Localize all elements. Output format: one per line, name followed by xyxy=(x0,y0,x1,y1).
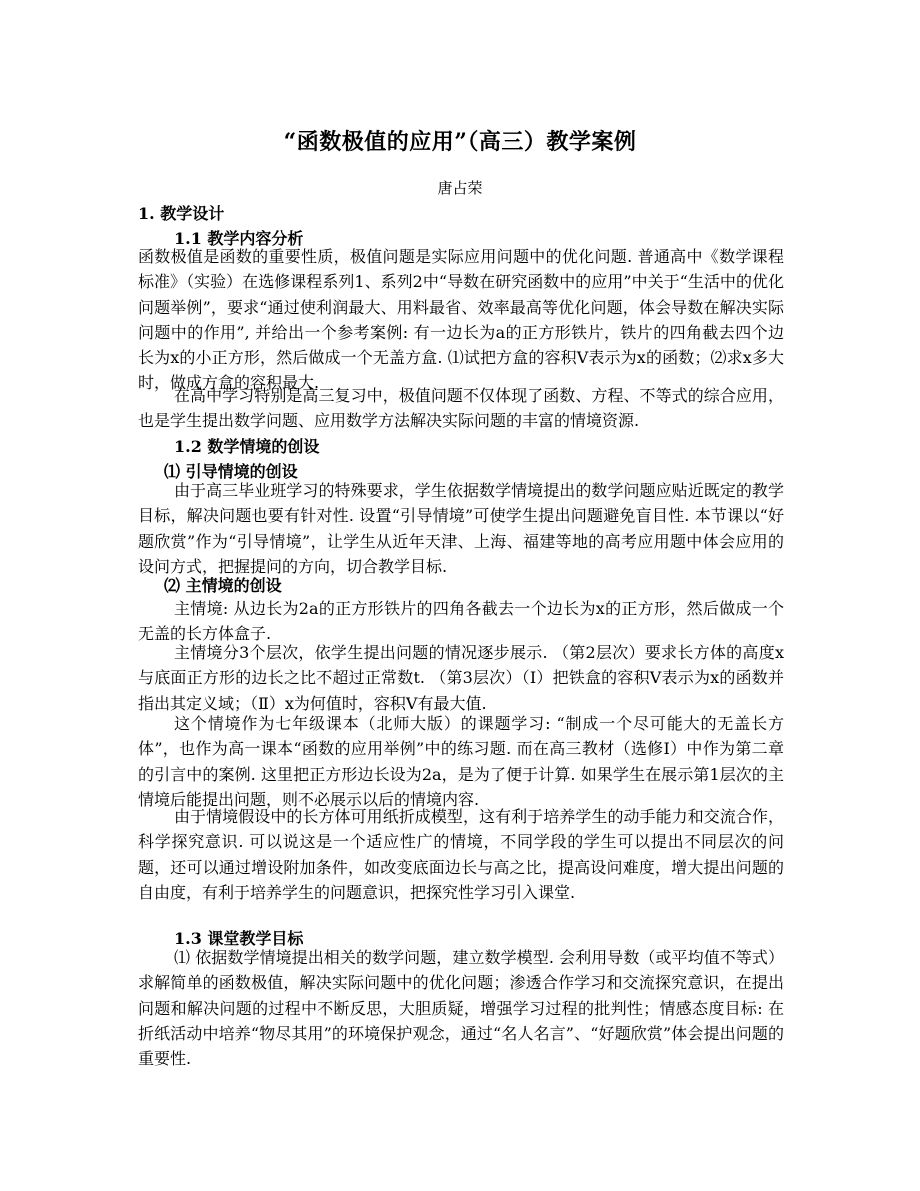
item-heading-main-situation: ⑵ 主情境的创设 xyxy=(164,576,282,595)
subsection-heading-1-3: 1.3 课堂教学目标 xyxy=(174,929,304,948)
paragraph-teaching-goals: ⑴ 依据数学情境提出相关的数学问题，建立数学模型. 会利用导数（或平均值不等式）求解简单的函数极值，解决实际问题中的优化问题；渗透合作学习和交流探究意识，在提出问题和解决问题的过程中不断反思，大胆质疑，增强学习过程的批判性；情感态度目标: 在折纸活动中培养“物尽其用”的环境保护观念，通过“名人名言”、“好题欣赏”体会提出问题的重要性. xyxy=(138,948,784,1069)
paragraph-content-analysis: 函数极值是函数的重要性质，极值问题是实际应用问题中的优化问题. 普通高中《数学课程标准》（实验）在选修课程系列1、系列2中“导数在研究函数中的应用”中关于“生活中的优化问题举例”，要求“通过使利润最大、用料最省、效率最高等优化问题，体会导数在解决实际问题中的作用”, 并给出一个参考案例: 有一边长为a的正方形铁片，铁片的四角截去四个边长为x的小正方形，然后做成一个无盖方盒. ⑴试把方盒的容积V表示为x的函数；⑵求x多大时，做成方盒的容积最大. xyxy=(138,247,784,393)
paragraph-main-situation: 主情境: 从边长为2a的正方形铁片的四角各截去一个边长为x的正方形，然后做成一个无盖的长方体盒子. xyxy=(138,599,784,644)
subsection-heading-1-2: 1.2 数学情境的创设 xyxy=(174,437,320,456)
paragraph-guide-situation: 由于高三毕业班学习的特殊要求，学生依据数学情境提出的数学问题应贴近既定的教学目标，解决问题也要有针对性. 设置“引导情境”可使学生提出问题避免盲目性. 本节课以“好题欣赏”作为“引导情境”，让学生从近年天津、上海、福建等地的高考应用题中体会应用的设问方式，把握提问的方向，切合教学目标. xyxy=(138,481,784,576)
paragraph-situation-levels: 主情境分3个层次，依学生提出问题的情况逐步展示. （第2层次）要求长方体的高度x与底面正方形的边长之比不超过正常数t. （第3层次）（Ⅰ）把铁盒的容积V表示为x的函数并指出其定义域；（Ⅱ）x为何值时，容积V有最大值. xyxy=(138,643,784,713)
item-heading-guide-situation: ⑴ 引导情境的创设 xyxy=(164,462,298,481)
paragraph-model-adaptability: 由于情境假设中的长方体可用纸折成模型，这有利于培养学生的动手能力和交流合作，科学探究意识. 可以说这是一个适应性广的情境，不同学段的学生可以提出不同层次的问题，还可以通过增设附加条件，如改变底面边长与高之比，提高设问难度，增大提出问题的自由度，有利于培养学生的问题意识，把探究性学习引入课堂. xyxy=(138,807,784,902)
document-title: “函数极值的应用”（高三）教学案例 xyxy=(283,129,637,155)
author-name: 唐占荣 xyxy=(437,179,483,197)
section-heading-1: 1. 教学设计 xyxy=(138,204,225,223)
subsection-heading-1-1: 1.1 教学内容分析 xyxy=(174,229,304,248)
paragraph-review-context: 在高中学习特别是高三复习中，极值问题不仅体现了函数、方程、不等式的综合应用，也是学生提出数学问题、应用数学方法解决实际问题的丰富的情境资源. xyxy=(138,386,784,431)
paragraph-textbook-context: 这个情境作为七年级课本（北师大版）的课题学习: “制成一个尽可能大的无盖长方体”，也作为高一课本“函数的应用举例”中的练习题. 而在高三教材（选修Ⅰ）中作为第二章的引言中的案例. 这里把正方形边长设为2a，是为了便于计算. 如果学生在展示第1层次的主情境后能提出问题，则不必展示以后的情境内容. xyxy=(138,714,784,809)
